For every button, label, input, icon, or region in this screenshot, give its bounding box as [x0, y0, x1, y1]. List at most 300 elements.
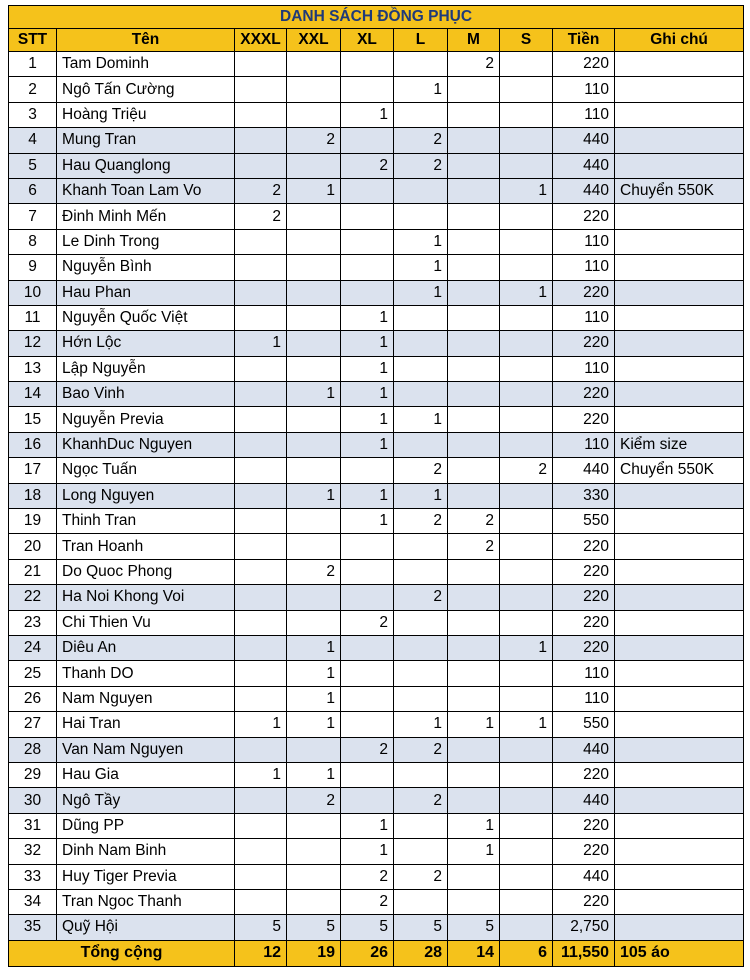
cell-stt: 1 — [9, 52, 57, 77]
cell-xxxl — [235, 280, 287, 305]
cell-name: Diêu An — [57, 635, 235, 660]
cell-xxxl: 2 — [235, 204, 287, 229]
cell-stt: 21 — [9, 559, 57, 584]
cell-m: 5 — [448, 915, 500, 940]
cell-tien: 220 — [553, 585, 615, 610]
cell-s — [500, 305, 553, 330]
totals-row — [9, 940, 744, 966]
cell-xxl — [287, 432, 341, 457]
cell-xxxl: 1 — [235, 762, 287, 787]
cell-xl — [341, 255, 394, 280]
cell-name: KhanhDuc Nguyen — [57, 432, 235, 457]
cell-note — [615, 712, 744, 737]
cell-note — [615, 331, 744, 356]
cell-note: Kiểm size — [615, 432, 744, 457]
table-row — [9, 52, 744, 77]
cell-xl — [341, 178, 394, 203]
cell-xl: 1 — [341, 407, 394, 432]
cell-stt: 14 — [9, 382, 57, 407]
cell-s — [500, 255, 553, 280]
cell-stt: 16 — [9, 432, 57, 457]
cell-name: Dinh Nam Binh — [57, 839, 235, 864]
cell-note — [615, 509, 744, 534]
cell-name: Hai Tran — [57, 712, 235, 737]
total-note: 105 áo — [615, 940, 744, 966]
cell-xxl: 1 — [287, 661, 341, 686]
cell-l: 1 — [394, 77, 448, 102]
cell-s — [500, 52, 553, 77]
cell-m — [448, 153, 500, 178]
cell-stt: 3 — [9, 102, 57, 127]
cell-l: 2 — [394, 509, 448, 534]
cell-xxl — [287, 534, 341, 559]
cell-note — [615, 52, 744, 77]
cell-l — [394, 356, 448, 381]
header-stt: STT — [9, 29, 57, 52]
cell-tien: 220 — [553, 839, 615, 864]
total-xxl: 19 — [287, 940, 341, 966]
table-row — [9, 915, 744, 940]
cell-stt: 35 — [9, 915, 57, 940]
cell-xxl: 2 — [287, 788, 341, 813]
cell-stt: 23 — [9, 610, 57, 635]
cell-name: Huy Tiger Previa — [57, 864, 235, 889]
table-body — [9, 52, 744, 941]
cell-s — [500, 585, 553, 610]
cell-s — [500, 331, 553, 356]
cell-m — [448, 178, 500, 203]
cell-note — [615, 661, 744, 686]
table-row — [9, 255, 744, 280]
cell-note — [615, 686, 744, 711]
cell-m — [448, 102, 500, 127]
cell-xxxl — [235, 864, 287, 889]
cell-tien: 110 — [553, 661, 615, 686]
cell-name: Hoàng Triệu — [57, 102, 235, 127]
cell-m — [448, 432, 500, 457]
cell-l — [394, 813, 448, 838]
cell-xxxl: 1 — [235, 331, 287, 356]
cell-name: Long Nguyen — [57, 483, 235, 508]
cell-s — [500, 204, 553, 229]
table-row — [9, 128, 744, 153]
table-row — [9, 788, 744, 813]
total-xl: 26 — [341, 940, 394, 966]
cell-stt: 28 — [9, 737, 57, 762]
cell-l — [394, 889, 448, 914]
cell-note — [615, 305, 744, 330]
cell-s: 1 — [500, 280, 553, 305]
cell-m — [448, 204, 500, 229]
cell-xxxl — [235, 509, 287, 534]
cell-l — [394, 559, 448, 584]
cell-s — [500, 915, 553, 940]
cell-s — [500, 77, 553, 102]
cell-stt: 24 — [9, 635, 57, 660]
table-row — [9, 762, 744, 787]
cell-tien: 330 — [553, 483, 615, 508]
cell-xxxl — [235, 458, 287, 483]
cell-xl — [341, 52, 394, 77]
cell-m — [448, 255, 500, 280]
cell-tien: 220 — [553, 534, 615, 559]
cell-m — [448, 762, 500, 787]
cell-tien: 440 — [553, 737, 615, 762]
cell-tien: 2,750 — [553, 915, 615, 940]
cell-xxl — [287, 458, 341, 483]
cell-xxl: 5 — [287, 915, 341, 940]
cell-xl: 1 — [341, 382, 394, 407]
cell-xl — [341, 686, 394, 711]
cell-name: Nam Nguyen — [57, 686, 235, 711]
table-row — [9, 737, 744, 762]
table-row — [9, 509, 744, 534]
cell-l: 2 — [394, 788, 448, 813]
cell-m — [448, 458, 500, 483]
cell-stt: 25 — [9, 661, 57, 686]
cell-note — [615, 635, 744, 660]
cell-s — [500, 661, 553, 686]
cell-s — [500, 864, 553, 889]
cell-stt: 10 — [9, 280, 57, 305]
cell-name: Tran Hoanh — [57, 534, 235, 559]
cell-m: 1 — [448, 839, 500, 864]
cell-l — [394, 432, 448, 457]
cell-stt: 7 — [9, 204, 57, 229]
cell-name: Đinh Minh Mến — [57, 204, 235, 229]
cell-l — [394, 534, 448, 559]
cell-xl — [341, 77, 394, 102]
cell-tien: 440 — [553, 178, 615, 203]
cell-xl: 2 — [341, 737, 394, 762]
cell-stt: 6 — [9, 178, 57, 203]
table-row — [9, 305, 744, 330]
cell-xl — [341, 128, 394, 153]
table-row — [9, 483, 744, 508]
cell-name: Tam Dominh — [57, 52, 235, 77]
cell-xxl: 2 — [287, 559, 341, 584]
cell-xxxl — [235, 77, 287, 102]
table-row — [9, 153, 744, 178]
cell-stt: 32 — [9, 839, 57, 864]
cell-xl — [341, 788, 394, 813]
cell-name: Hau Quanglong — [57, 153, 235, 178]
cell-name: Ngọc Tuấn — [57, 458, 235, 483]
cell-m — [448, 382, 500, 407]
cell-name: Mung Tran — [57, 128, 235, 153]
cell-xl — [341, 661, 394, 686]
cell-s — [500, 128, 553, 153]
cell-stt: 15 — [9, 407, 57, 432]
cell-xxxl — [235, 432, 287, 457]
cell-s — [500, 509, 553, 534]
cell-xl — [341, 559, 394, 584]
cell-name: Hớn Lộc — [57, 331, 235, 356]
cell-tien: 220 — [553, 635, 615, 660]
cell-stt: 20 — [9, 534, 57, 559]
cell-l: 1 — [394, 483, 448, 508]
header-m: M — [448, 29, 500, 52]
cell-tien: 550 — [553, 509, 615, 534]
table-row — [9, 610, 744, 635]
cell-l: 1 — [394, 229, 448, 254]
cell-xxxl — [235, 813, 287, 838]
cell-l: 1 — [394, 280, 448, 305]
table-row — [9, 331, 744, 356]
cell-stt: 5 — [9, 153, 57, 178]
cell-xxxl — [235, 255, 287, 280]
cell-tien: 220 — [553, 762, 615, 787]
cell-xxxl — [235, 839, 287, 864]
table-row — [9, 864, 744, 889]
cell-note — [615, 915, 744, 940]
cell-l — [394, 686, 448, 711]
cell-m: 2 — [448, 509, 500, 534]
cell-note: Chuyển 550K — [615, 178, 744, 203]
cell-xxxl — [235, 305, 287, 330]
cell-xl: 2 — [341, 610, 394, 635]
cell-stt: 30 — [9, 788, 57, 813]
cell-tien: 220 — [553, 331, 615, 356]
cell-tien: 440 — [553, 153, 615, 178]
cell-tien: 110 — [553, 255, 615, 280]
total-s: 6 — [500, 940, 553, 966]
title-row — [9, 6, 744, 29]
cell-stt: 22 — [9, 585, 57, 610]
cell-stt: 27 — [9, 712, 57, 737]
cell-name: Do Quoc Phong — [57, 559, 235, 584]
cell-note — [615, 356, 744, 381]
cell-tien: 440 — [553, 864, 615, 889]
cell-xl: 2 — [341, 864, 394, 889]
cell-note — [615, 813, 744, 838]
table-row — [9, 407, 744, 432]
cell-m — [448, 407, 500, 432]
cell-s: 1 — [500, 635, 553, 660]
cell-xxxl — [235, 585, 287, 610]
cell-xxl: 1 — [287, 483, 341, 508]
cell-xxl — [287, 331, 341, 356]
cell-xxxl — [235, 635, 287, 660]
header-ten: Tên — [57, 29, 235, 52]
cell-s — [500, 407, 553, 432]
cell-s — [500, 737, 553, 762]
cell-xxl — [287, 509, 341, 534]
cell-xxl: 1 — [287, 712, 341, 737]
cell-l — [394, 635, 448, 660]
cell-name: Ngô Tầy — [57, 788, 235, 813]
cell-note — [615, 407, 744, 432]
cell-s — [500, 610, 553, 635]
cell-l — [394, 52, 448, 77]
cell-xl: 1 — [341, 509, 394, 534]
cell-note — [615, 102, 744, 127]
cell-s — [500, 483, 553, 508]
cell-note — [615, 534, 744, 559]
cell-note — [615, 153, 744, 178]
cell-l — [394, 178, 448, 203]
cell-tien: 110 — [553, 432, 615, 457]
cell-name: Thanh DO — [57, 661, 235, 686]
uniform-sheet — [8, 5, 743, 967]
cell-m — [448, 559, 500, 584]
cell-name: Khanh Toan Lam Vo — [57, 178, 235, 203]
cell-m — [448, 585, 500, 610]
cell-xxl — [287, 229, 341, 254]
cell-xxl: 1 — [287, 686, 341, 711]
cell-note — [615, 585, 744, 610]
cell-xl: 1 — [341, 839, 394, 864]
cell-xl — [341, 534, 394, 559]
cell-m — [448, 610, 500, 635]
header-row — [9, 29, 744, 52]
cell-xxl — [287, 102, 341, 127]
cell-tien: 110 — [553, 305, 615, 330]
cell-stt: 12 — [9, 331, 57, 356]
cell-note — [615, 382, 744, 407]
cell-m — [448, 483, 500, 508]
cell-stt: 9 — [9, 255, 57, 280]
cell-xl: 1 — [341, 483, 394, 508]
cell-s: 1 — [500, 712, 553, 737]
cell-note — [615, 889, 744, 914]
cell-m — [448, 305, 500, 330]
cell-l: 2 — [394, 864, 448, 889]
cell-name: Nguyễn Previa — [57, 407, 235, 432]
cell-l: 1 — [394, 255, 448, 280]
cell-m — [448, 128, 500, 153]
cell-note — [615, 204, 744, 229]
table-row — [9, 102, 744, 127]
header-s: S — [500, 29, 553, 52]
total-xxxl: 12 — [235, 940, 287, 966]
cell-stt: 13 — [9, 356, 57, 381]
cell-xxxl — [235, 661, 287, 686]
cell-tien: 110 — [553, 356, 615, 381]
cell-l: 5 — [394, 915, 448, 940]
cell-name: Ngô Tấn Cường — [57, 77, 235, 102]
cell-m — [448, 77, 500, 102]
table-row — [9, 635, 744, 660]
cell-stt: 29 — [9, 762, 57, 787]
cell-xxxl — [235, 128, 287, 153]
cell-s — [500, 382, 553, 407]
cell-l — [394, 382, 448, 407]
cell-xl — [341, 762, 394, 787]
cell-l: 2 — [394, 153, 448, 178]
cell-l: 2 — [394, 458, 448, 483]
header-ghi-chu: Ghi chú — [615, 29, 744, 52]
table-row — [9, 229, 744, 254]
cell-stt: 2 — [9, 77, 57, 102]
cell-xl: 1 — [341, 432, 394, 457]
cell-tien: 550 — [553, 712, 615, 737]
cell-tien: 220 — [553, 280, 615, 305]
cell-name: Quỹ Hội — [57, 915, 235, 940]
cell-xxl — [287, 737, 341, 762]
cell-name: Hau Gia — [57, 762, 235, 787]
cell-note — [615, 610, 744, 635]
cell-l: 2 — [394, 128, 448, 153]
cell-tien: 220 — [553, 52, 615, 77]
cell-xxl — [287, 204, 341, 229]
cell-m: 1 — [448, 712, 500, 737]
cell-stt: 31 — [9, 813, 57, 838]
cell-l: 2 — [394, 737, 448, 762]
cell-tien: 220 — [553, 610, 615, 635]
cell-stt: 33 — [9, 864, 57, 889]
cell-s — [500, 102, 553, 127]
cell-m — [448, 356, 500, 381]
cell-s — [500, 559, 553, 584]
table-row — [9, 534, 744, 559]
cell-m — [448, 788, 500, 813]
table-row — [9, 204, 744, 229]
cell-xxl — [287, 813, 341, 838]
cell-note — [615, 229, 744, 254]
cell-xxl: 2 — [287, 128, 341, 153]
cell-xxxl: 2 — [235, 178, 287, 203]
cell-name: Dũng PP — [57, 813, 235, 838]
cell-xxxl — [235, 610, 287, 635]
cell-m: 2 — [448, 534, 500, 559]
cell-xxl — [287, 153, 341, 178]
cell-xxl: 1 — [287, 382, 341, 407]
cell-xxl — [287, 255, 341, 280]
cell-l — [394, 102, 448, 127]
cell-note — [615, 762, 744, 787]
cell-name: Tran Ngoc Thanh — [57, 889, 235, 914]
cell-tien: 440 — [553, 128, 615, 153]
cell-tien: 440 — [553, 788, 615, 813]
header-l: L — [394, 29, 448, 52]
uniform-table — [8, 5, 744, 967]
cell-name: Nguyễn Bình — [57, 255, 235, 280]
table-row — [9, 432, 744, 457]
cell-s — [500, 229, 553, 254]
cell-xl — [341, 635, 394, 660]
cell-s — [500, 889, 553, 914]
cell-s — [500, 153, 553, 178]
cell-note — [615, 128, 744, 153]
cell-note — [615, 255, 744, 280]
cell-l — [394, 610, 448, 635]
sheet-title: DANH SÁCH ĐỒNG PHỤC — [9, 6, 744, 29]
cell-xl: 1 — [341, 331, 394, 356]
cell-xl — [341, 280, 394, 305]
cell-l — [394, 839, 448, 864]
cell-xl: 5 — [341, 915, 394, 940]
cell-m — [448, 737, 500, 762]
cell-name: Hau Phan — [57, 280, 235, 305]
cell-xxl — [287, 839, 341, 864]
table-row — [9, 178, 744, 203]
cell-tien: 220 — [553, 407, 615, 432]
cell-xl: 1 — [341, 102, 394, 127]
cell-note: Chuyển 550K — [615, 458, 744, 483]
header-xxxl: XXXL — [235, 29, 287, 52]
cell-s — [500, 686, 553, 711]
cell-l: 1 — [394, 712, 448, 737]
cell-name: Thinh Tran — [57, 509, 235, 534]
cell-m — [448, 661, 500, 686]
header-xl: XL — [341, 29, 394, 52]
cell-xl: 1 — [341, 813, 394, 838]
table-row — [9, 356, 744, 381]
cell-s — [500, 813, 553, 838]
cell-tien: 220 — [553, 559, 615, 584]
table-row — [9, 77, 744, 102]
